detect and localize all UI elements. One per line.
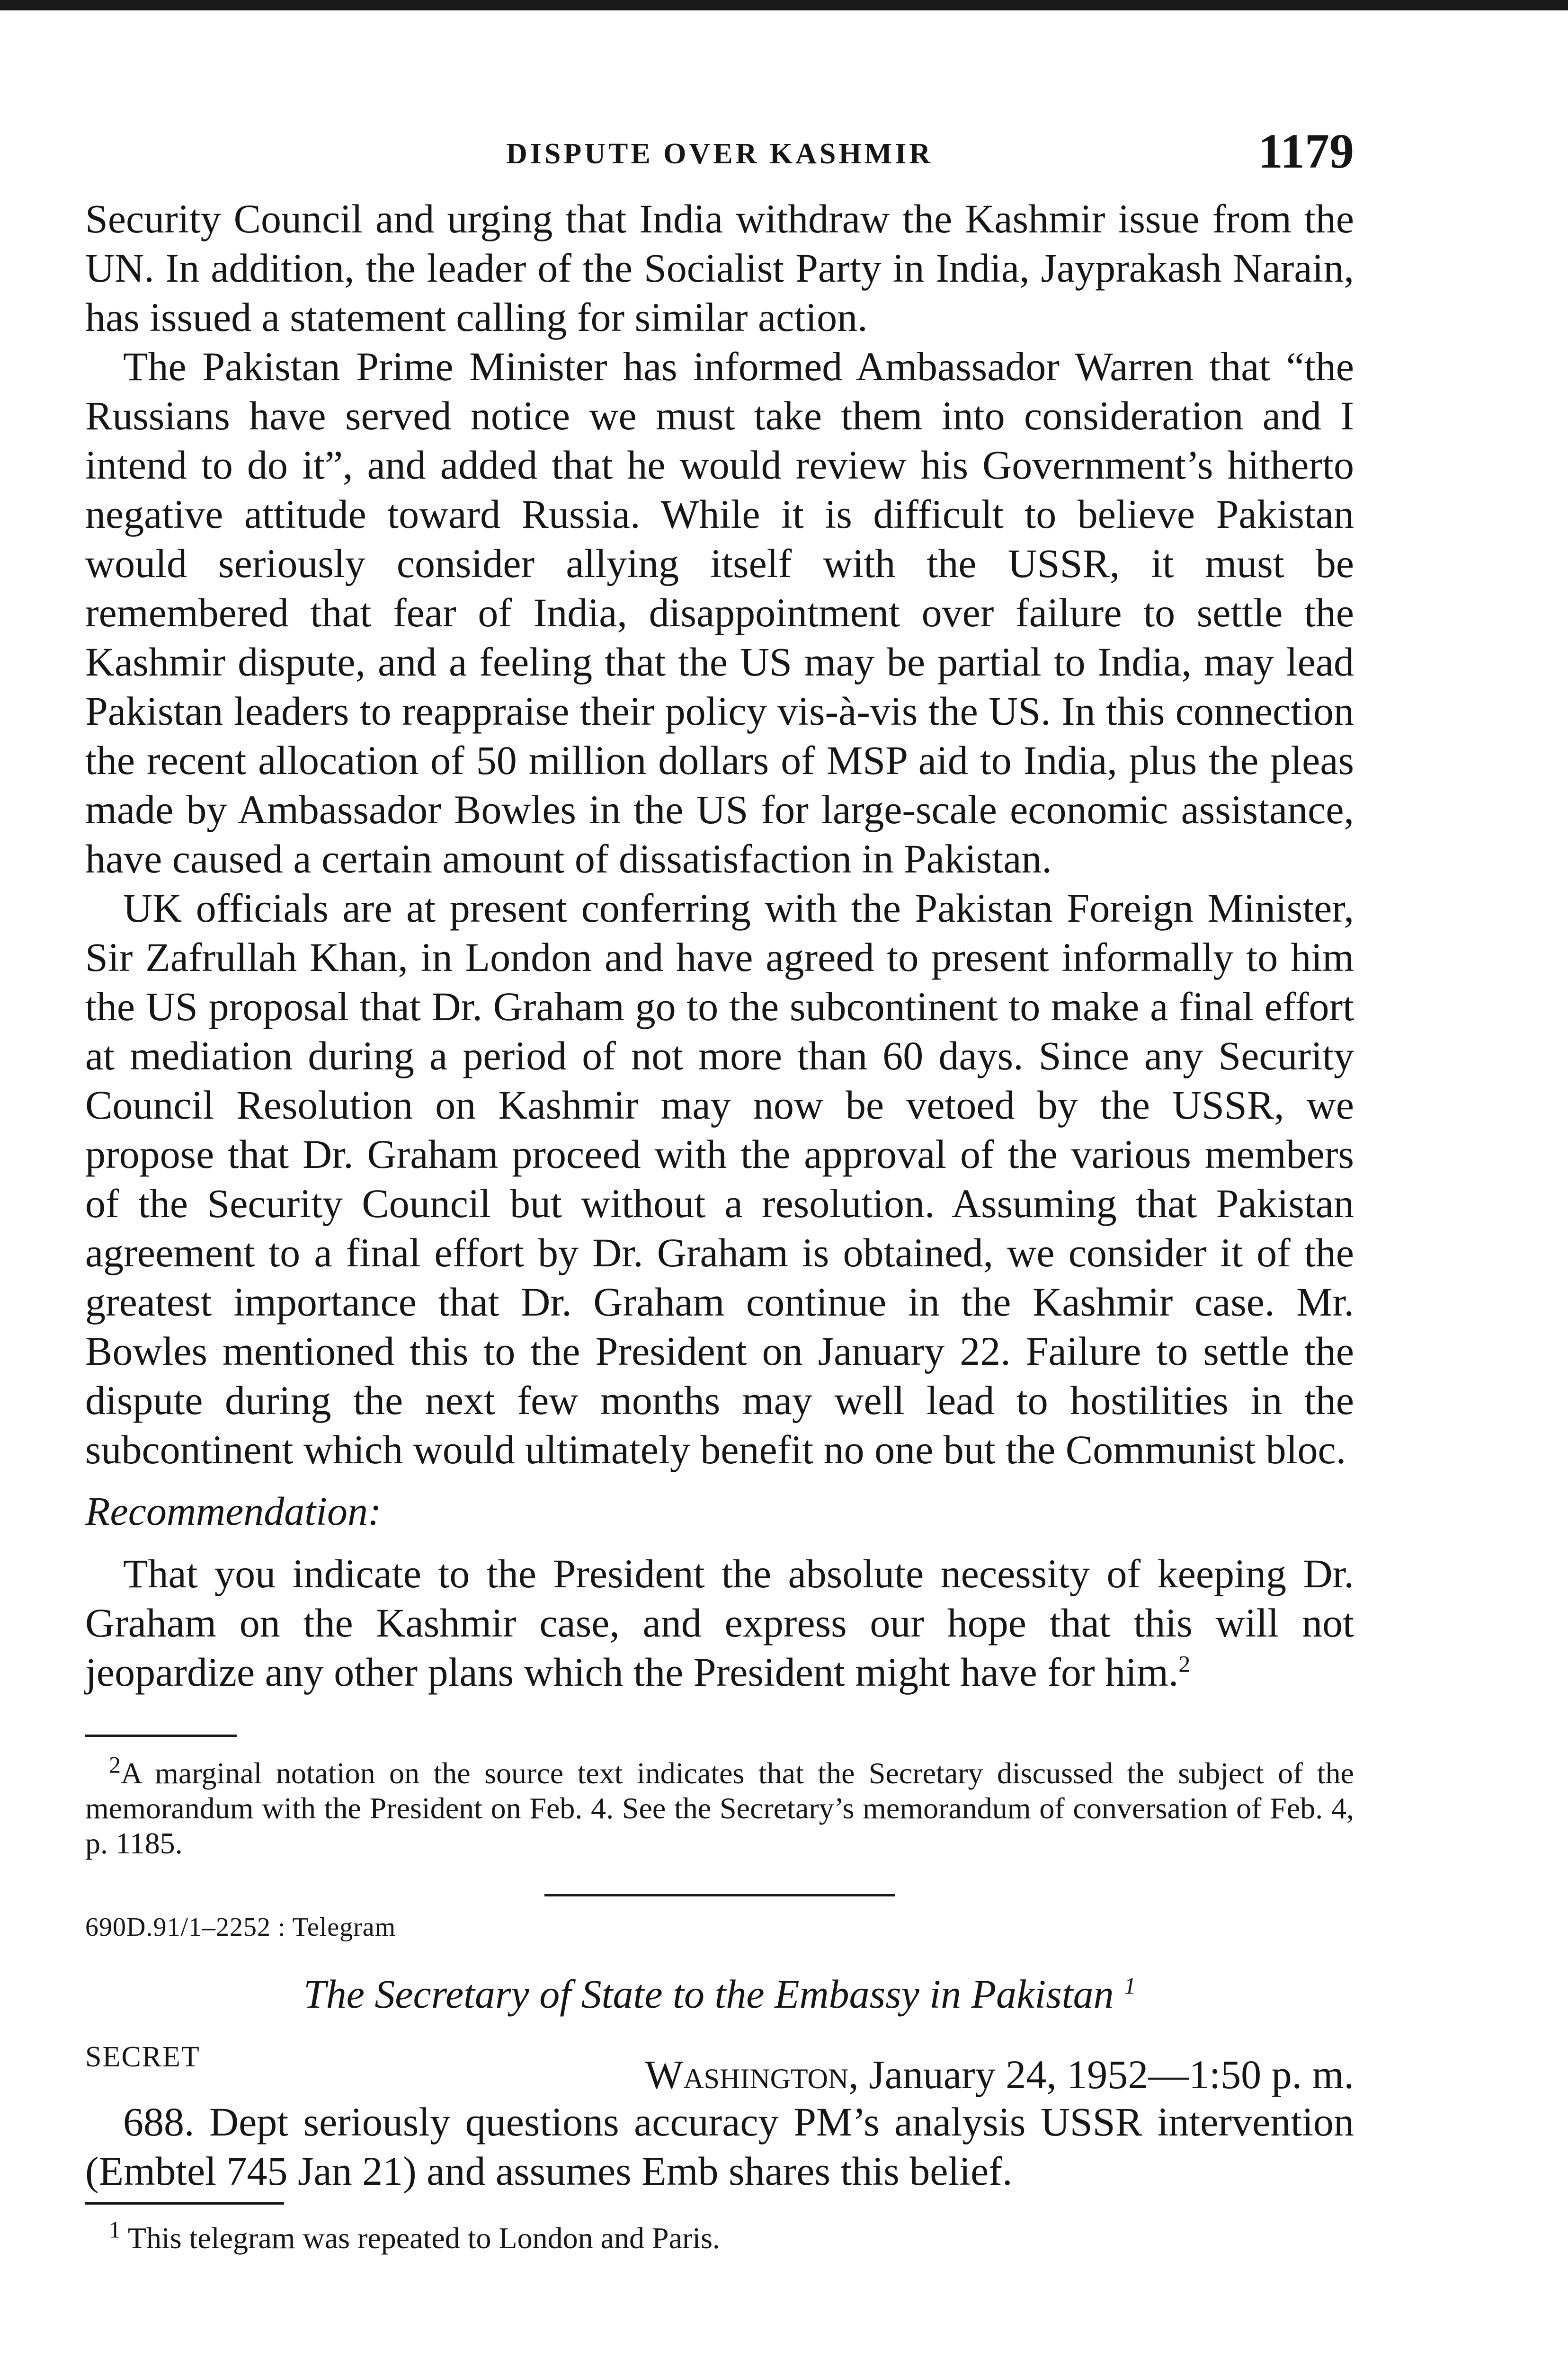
classification-line <box>85 2040 1354 2097</box>
document-title-text: The Secretary of State to the Embassy in Pakistan <box>303 1971 1114 2017</box>
file-reference: 690D.91/1–2252 : Telegram <box>85 1913 396 1942</box>
paragraph-4-text: That you indicate to the President the absolute necessity of keeping Dr. Graham on the Kashmir case, and express our hope that this will not jeopardize any other plans which the President might have for him. <box>85 1551 1354 1695</box>
footnote-1 <box>85 2216 1354 2256</box>
footnote-1-mark: 1 <box>109 2216 121 2243</box>
footnote-rule-2 <box>85 2202 284 2205</box>
top-border <box>0 0 1568 10</box>
paragraph-1: Security Council and urging that India withdraw the Kashmir issue from the UN. In addition, the leader of the Socialist Party in India, Jayprakash Narain, has issued a statement calling for similar action. <box>85 196 1354 340</box>
telegram-body <box>85 2097 1354 2196</box>
dateline-date: January 24, 1952—1:50 p. m. <box>869 2052 1354 2097</box>
paragraph-3: UK officials are at present conferring with the Pakistan Foreign Minister, Sir Zafrullah Khan, in London and have agreed to present informally to him the US proposal that Dr. Graham go to the subcontinent to make a final effort at mediation during a period of not more than 60 days. Since any Security Council Resolution on Kashmir may now be vetoed by the USSR, we propose that Dr. Graham proceed with the approval of the various members of the Security Council but without a resolution. Assuming that Pakistan agreement to a final effort by Dr. Graham is obtained, we consider it of the greatest importance that Dr. Graham continue in the Kashmir case. Mr. Bowles mentioned this to the President on January 22. Failure to settle the dispute during the next few months may well lead to hostilities in the subcontinent which would ultimately benefit no one but the Communist bloc. <box>85 885 1354 1472</box>
footnote-2-mark: 2 <box>109 1751 121 1778</box>
paragraph-2: The Pakistan Prime Minister has informed Ambassador Warren that “the Russians have served notice we must take them into consideration and I intend to do it”, and added that he would review his Government’s hitherto negative attitude toward Russia. While it is difficult to believe Pakistan would seriously consider allying itself with the USSR, it must be remembered that fear of India, disappointment over failure to settle the Kashmir dispute, and a feeling that the US may be partial to India, may lead Pakistan leaders to reappraise their policy vis-à-vis the US. In this connection the recent allocation of 50 million dollars of MSP aid to India, plus the pleas made by Ambassador Bowles in the US for large-scale economic assistance, have caused a certain amount of dissatisfaction in Pakistan. <box>85 344 1354 881</box>
section-divider <box>544 1894 895 1896</box>
dateline-place: Washington, <box>645 2052 859 2097</box>
footnote-2-text: A marginal notation on the source text indicates that the Secretary discussed the subject of the memorandum with the President on Feb. 4. See the Secretary’s memorandum of conversation of Feb. 4, p. 1185. <box>85 1756 1354 1860</box>
page-header <box>85 123 1354 194</box>
footnote-1-text: This telegram was repeated to London and Paris. <box>127 2221 721 2255</box>
telegram-text: 688. Dept seriously questions accuracy PM’s analysis USSR intervention (Embtel 745 Jan 21) and assumes Emb shares this belief. <box>85 2099 1354 2194</box>
footnote-ref-1[interactable]: 1 <box>1124 1972 1136 1999</box>
recommendation-heading: Recommendation: <box>85 1488 382 1534</box>
running-head: DISPUTE OVER KASHMIR <box>506 138 933 170</box>
document-title <box>85 1970 1354 2018</box>
footnote-ref-2[interactable]: 2 <box>1178 1650 1191 1677</box>
recommendation-body <box>85 1549 1354 1697</box>
memorandum-body <box>85 194 1354 1474</box>
classification-label: SECRET <box>85 2041 200 2073</box>
paragraph-4 <box>85 1549 1354 1697</box>
page-number: 1179 <box>1258 124 1354 178</box>
dateline <box>645 2051 1354 2098</box>
document-page <box>85 123 1354 2256</box>
footnote-2 <box>85 1751 1354 1861</box>
footnote-rule <box>85 1735 237 1737</box>
